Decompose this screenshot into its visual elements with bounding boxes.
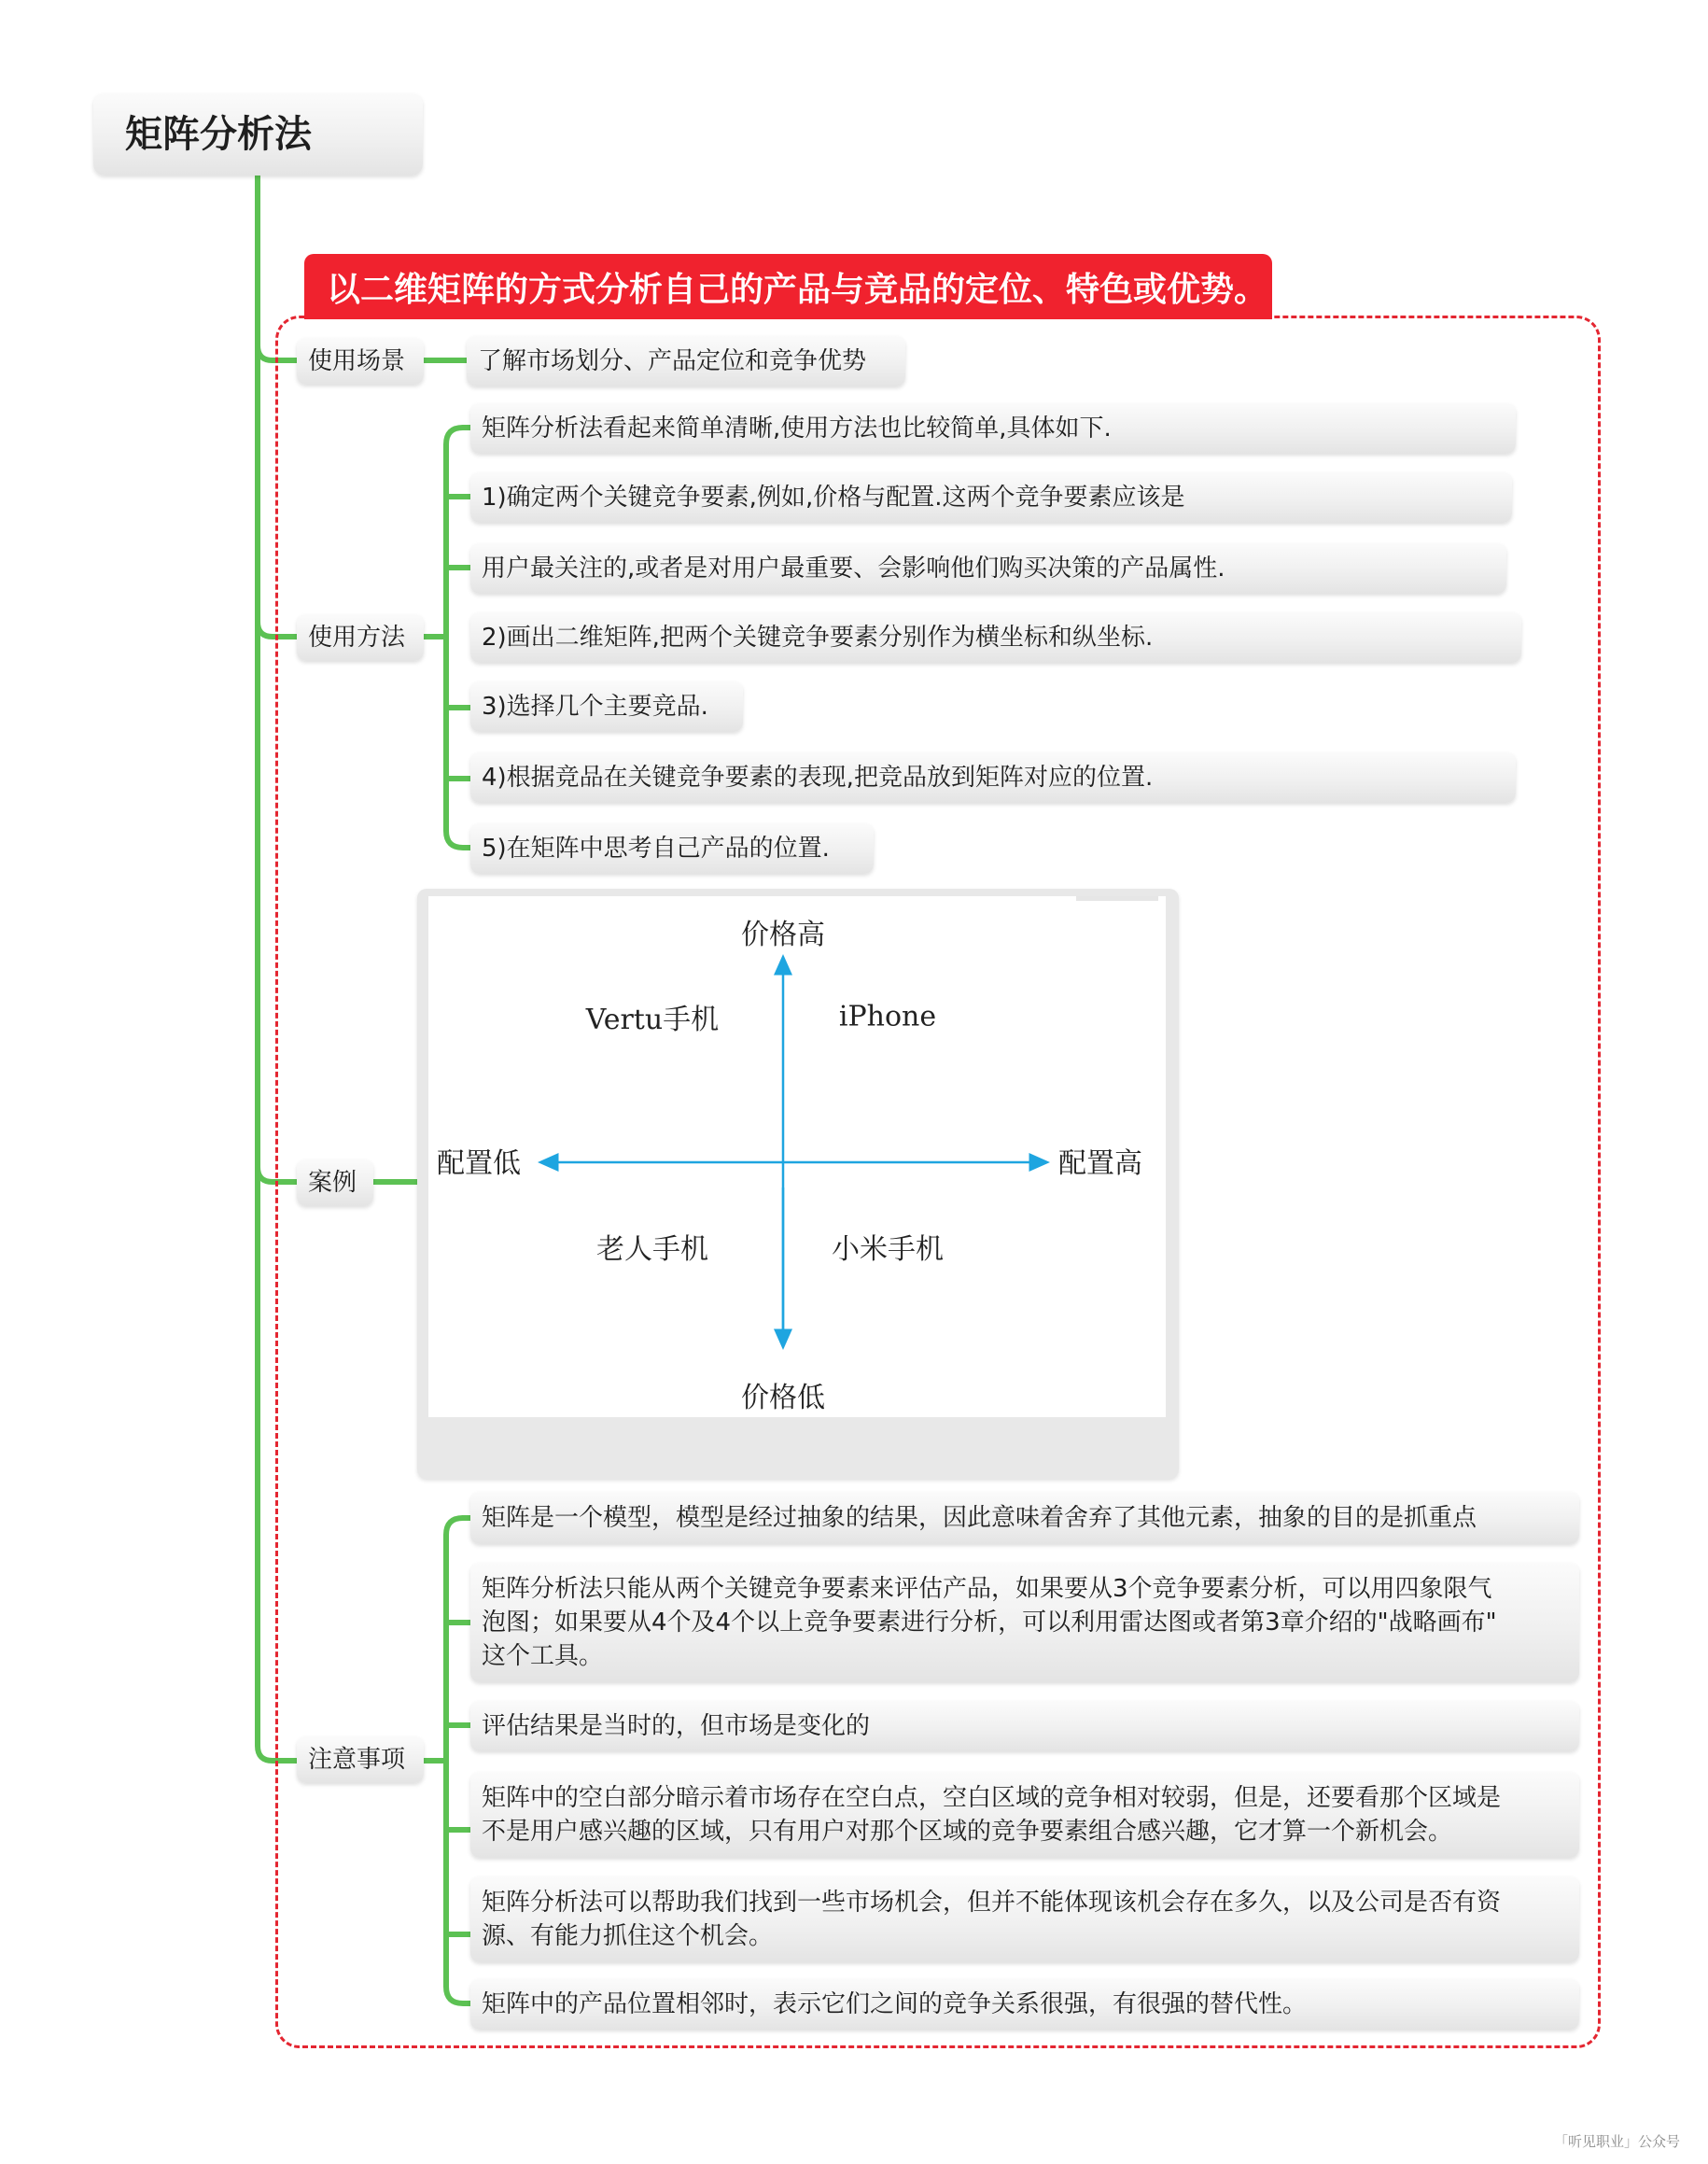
quadrant-top-right: iPhone xyxy=(838,1000,937,1033)
axis-label-price-low: 价格低 xyxy=(741,1382,825,1414)
root-topic[interactable]: 矩阵分析法 xyxy=(93,93,423,176)
figure-corner-mark xyxy=(1076,896,1158,901)
matrix-figure xyxy=(428,896,1166,1417)
method-step[interactable]: 5)在矩阵中思考自己产品的位置. xyxy=(470,823,874,874)
case-matrix-card[interactable] xyxy=(417,889,1179,1479)
quadrant-top-left: Vertu手机 xyxy=(585,1004,720,1036)
matrix-axes xyxy=(428,896,1166,1417)
category-notes[interactable]: 注意事项 xyxy=(297,1736,424,1783)
method-step[interactable]: 2)画出二维矩阵,把两个关键竞争要素分别作为横坐标和纵坐标. xyxy=(470,612,1521,663)
category-case[interactable]: 案例 xyxy=(297,1159,373,1206)
note-item[interactable]: 矩阵中的产品位置相邻时，表示它们之间的竞争关系很强，有很强的替代性。 xyxy=(470,1979,1579,2030)
method-step[interactable]: 1)确定两个关键竞争要素,例如,价格与配置.这两个竞争要素应该是 xyxy=(470,472,1512,523)
quadrant-bottom-right: 小米手机 xyxy=(832,1233,944,1266)
note-item[interactable]: 矩阵分析法只能从两个关键竞争要素来评估产品，如果要从3个竞争要素分析，可以用四象限气 泡图；如果要从4个及4个以上竞争要素进行分析，可以利用雷达图或者第3章介绍的"战略画布" 这个工具。 xyxy=(470,1563,1579,1682)
summary-banner: 以二维矩阵的方式分析自己的产品与竞品的定位、特色或优势。 xyxy=(304,254,1272,319)
note-item[interactable]: 矩阵是一个模型，模型是经过抽象的结果，因此意味着舍弃了其他元素，抽象的目的是抓重点 xyxy=(470,1492,1579,1544)
axis-label-config-low: 配置低 xyxy=(437,1147,521,1180)
method-step[interactable]: 4)根据竞品在关键竞争要素的表现,把竞品放到矩阵对应的位置. xyxy=(470,752,1516,803)
quadrant-bottom-left: 老人手机 xyxy=(596,1233,708,1266)
category-method[interactable]: 使用方法 xyxy=(297,614,424,661)
note-item[interactable]: 矩阵中的空白部分暗示着市场存在空白点，空白区域的竞争相对较弱，但是，还要看那个区域是 不是用户感兴趣的区域，只有用户对那个区域的竞争要素组合感兴趣，它才算一个新机会。 xyxy=(470,1772,1579,1858)
note-item[interactable]: 评估结果是当时的，但市场是变化的 xyxy=(470,1701,1579,1751)
scenario-item[interactable]: 了解市场划分、产品定位和竞争优势 xyxy=(467,336,905,386)
method-step[interactable]: 用户最关注的,或者是对用户最重要、会影响他们购买决策的产品属性. xyxy=(470,543,1506,594)
footer-watermark: 「听见职业」公众号 xyxy=(1553,2133,1680,2150)
note-item[interactable]: 矩阵分析法可以帮助我们找到一些市场机会，但并不能体现该机会存在多久，以及公司是否有资 源、有能力抓住这个机会。 xyxy=(470,1876,1579,1962)
method-step[interactable]: 3)选择几个主要竞品. xyxy=(470,682,743,732)
category-scenario[interactable]: 使用场景 xyxy=(297,338,424,385)
axis-label-config-high: 配置高 xyxy=(1058,1147,1142,1180)
axis-label-price-high: 价格高 xyxy=(741,919,825,951)
method-step[interactable]: 矩阵分析法看起来简单清晰,使用方法也比较简单,具体如下. xyxy=(470,403,1516,454)
